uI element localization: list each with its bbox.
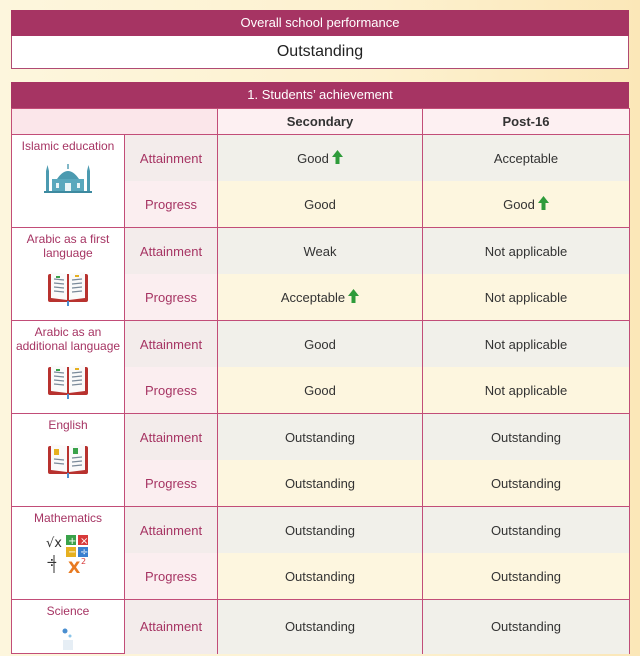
secondary-rating bbox=[218, 460, 423, 507]
post16-rating bbox=[423, 135, 630, 182]
secondary-rating-text: Outstanding bbox=[284, 568, 356, 584]
subject-name: Islamic education bbox=[21, 139, 115, 153]
svg-text:−: − bbox=[68, 547, 77, 558]
metric-label: Attainment bbox=[125, 507, 218, 554]
secondary-rating bbox=[218, 135, 423, 182]
metric-label: Progress bbox=[125, 181, 218, 228]
post16-rating-text: Outstanding bbox=[490, 429, 562, 445]
svg-text:√x: √x bbox=[46, 536, 62, 551]
secondary-rating-text: Good bbox=[304, 196, 336, 212]
table-row bbox=[12, 414, 630, 461]
svg-text:÷: ÷ bbox=[46, 555, 58, 571]
post16-rating bbox=[423, 181, 630, 228]
post16-rating bbox=[423, 553, 630, 600]
post16-rating bbox=[423, 367, 630, 414]
up-arrow-icon bbox=[345, 290, 359, 305]
subject-cell bbox=[12, 228, 125, 321]
secondary-rating-text: Acceptable bbox=[280, 290, 346, 305]
secondary-rating-text: Good bbox=[304, 336, 336, 352]
overall-performance-title: Overall school performance bbox=[240, 15, 400, 30]
metric-label: Attainment bbox=[125, 414, 218, 461]
open-book-icon bbox=[12, 361, 124, 402]
metric-label: Attainment bbox=[125, 321, 218, 368]
english-book-icon bbox=[12, 440, 124, 481]
secondary-rating-text: Outstanding bbox=[284, 522, 356, 538]
section-title: 1. Students’ achievement bbox=[247, 87, 393, 102]
svg-text:2: 2 bbox=[81, 557, 87, 566]
secondary-rating bbox=[218, 600, 423, 654]
post16-rating-text: Not applicable bbox=[484, 382, 568, 398]
math-symbols-icon bbox=[12, 533, 124, 578]
metric-label: Attainment bbox=[125, 600, 218, 654]
achievement-table bbox=[11, 108, 630, 654]
secondary-rating bbox=[218, 321, 423, 368]
post16-rating bbox=[423, 507, 630, 554]
secondary-rating bbox=[218, 507, 423, 554]
post16-rating-text: Not applicable bbox=[484, 243, 568, 259]
svg-text:X: X bbox=[68, 558, 81, 575]
subject-cell bbox=[12, 600, 125, 654]
overall-performance-rating: Outstanding bbox=[11, 36, 629, 69]
metric-label: Progress bbox=[125, 553, 218, 600]
secondary-rating-text: Outstanding bbox=[284, 619, 356, 635]
post16-rating bbox=[423, 321, 630, 368]
open-book-icon bbox=[12, 268, 124, 309]
subject-name: Arabic as an additional language bbox=[15, 325, 121, 353]
subject-name: Science bbox=[46, 604, 90, 618]
secondary-rating-text: Outstanding bbox=[284, 429, 356, 445]
post16-rating-text: Good bbox=[503, 197, 535, 212]
post16-rating bbox=[423, 228, 630, 275]
post16-rating-text: Outstanding bbox=[490, 568, 562, 584]
table-row bbox=[12, 321, 630, 368]
secondary-rating bbox=[218, 553, 423, 600]
svg-text:×: × bbox=[80, 536, 89, 547]
table-row bbox=[12, 135, 630, 182]
secondary-rating bbox=[218, 228, 423, 275]
table-header-row bbox=[12, 109, 630, 135]
mosque-icon bbox=[12, 161, 124, 196]
subject-cell bbox=[12, 135, 125, 228]
post16-rating-text: Not applicable bbox=[484, 289, 568, 305]
post16-rating-text: Outstanding bbox=[490, 522, 562, 538]
subject-cell bbox=[12, 321, 125, 414]
subject-name: English bbox=[48, 418, 88, 432]
secondary-rating bbox=[218, 414, 423, 461]
metric-label: Attainment bbox=[125, 135, 218, 182]
svg-text:+: + bbox=[68, 536, 77, 547]
metric-label: Progress bbox=[125, 367, 218, 414]
post16-rating-text: Outstanding bbox=[490, 475, 562, 491]
secondary-rating-text: Good bbox=[304, 382, 336, 398]
up-arrow-icon bbox=[535, 197, 549, 212]
metric-label: Progress bbox=[125, 460, 218, 507]
metric-label: Progress bbox=[125, 274, 218, 321]
subject-name: Mathematics bbox=[33, 511, 103, 525]
post16-rating bbox=[423, 600, 630, 654]
table-row bbox=[12, 228, 630, 275]
subject-cell bbox=[12, 414, 125, 507]
secondary-rating-text: Outstanding bbox=[284, 475, 356, 491]
post16-rating bbox=[423, 274, 630, 321]
post16-rating bbox=[423, 414, 630, 461]
science-flask-icon bbox=[12, 626, 124, 653]
subject-name: Arabic as a first language bbox=[26, 232, 110, 260]
column-header-secondary: Secondary bbox=[218, 109, 423, 135]
section-banner bbox=[11, 82, 629, 108]
post16-rating-text: Acceptable bbox=[493, 150, 559, 166]
overall-performance-banner bbox=[11, 10, 629, 36]
column-header-post16: Post-16 bbox=[423, 109, 630, 135]
metric-label: Attainment bbox=[125, 228, 218, 275]
secondary-rating-text: Weak bbox=[303, 243, 337, 259]
post16-rating bbox=[423, 460, 630, 507]
post16-rating-text: Outstanding bbox=[490, 619, 562, 635]
header-blank-cell bbox=[12, 109, 218, 135]
table-row bbox=[12, 507, 630, 554]
svg-text:÷: ÷ bbox=[80, 547, 89, 558]
secondary-rating bbox=[218, 367, 423, 414]
table-row bbox=[12, 600, 630, 654]
subject-cell bbox=[12, 507, 125, 600]
secondary-rating bbox=[218, 274, 423, 321]
post16-rating-text: Not applicable bbox=[484, 336, 568, 352]
up-arrow-icon bbox=[329, 151, 343, 166]
secondary-rating bbox=[218, 181, 423, 228]
secondary-rating-text: Good bbox=[297, 151, 329, 166]
